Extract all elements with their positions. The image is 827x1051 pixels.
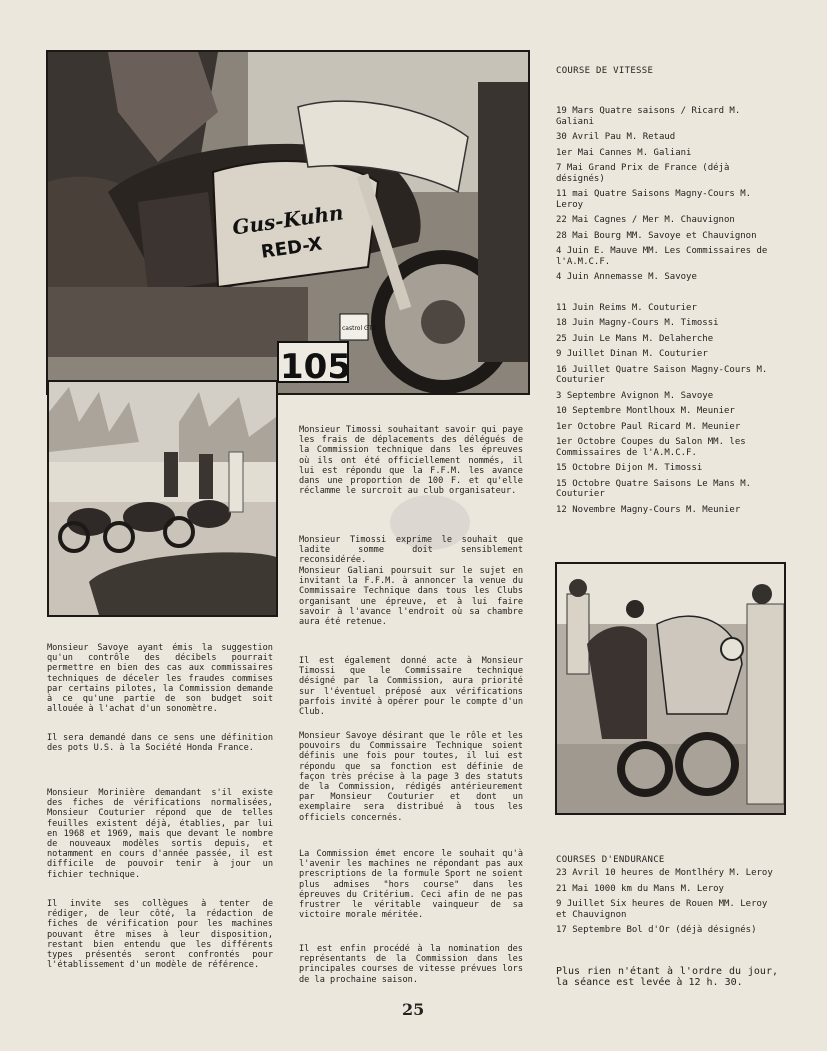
schedule-row bbox=[556, 189, 776, 210]
schedule-event: Reims M. Couturier bbox=[599, 302, 697, 313]
col2-paragraph-4: Il est également donné acte à Monsieur Timossi que le Commissaire technique désigné par la Commission, aura priorité sur l'éventuel préposé aux vérifications parfois invité à opérer pour le compte d'un Club. bbox=[299, 656, 523, 718]
schedule-row bbox=[556, 422, 776, 433]
schedule-row bbox=[556, 246, 776, 267]
schedule-date: 11 Juin bbox=[556, 302, 594, 313]
race-number: 105 bbox=[280, 347, 351, 387]
schedule-date: 10 Septembre bbox=[556, 406, 622, 416]
schedule-event: Le Mans M. Delaherche bbox=[599, 333, 714, 344]
photo-paddock-bikes bbox=[47, 380, 278, 617]
col2-paragraph-6: La Commission émet encore le souhait qu'à l'avenir les machines ne répondant pas aux prescriptions de la formule Sport ne soient plus admises "hors course" dans les épreuves du Critérium. Ceci afin de ne pas frustrer le véritable vainqueur de sa victoire morale méritée. bbox=[299, 849, 523, 921]
schedule-date: 18 Juin bbox=[556, 318, 594, 328]
photo-mechanics-bmw bbox=[555, 562, 786, 815]
schedule-event: Coupes du Salon MM. les Commissaires de l'A.M.C.F. bbox=[556, 437, 746, 458]
col1-paragraph-2: Il sera demandé dans ce sens une définition des pots U.S. à la Société Honda France. bbox=[47, 733, 273, 754]
schedule-date: 3 Septembre bbox=[556, 390, 616, 401]
schedule-date: 11 mai bbox=[556, 189, 589, 199]
schedule-event: Cannes M. Galiani bbox=[599, 147, 692, 158]
schedule-row bbox=[556, 106, 776, 127]
decal-brand: Gus-Kuhn bbox=[230, 200, 345, 240]
schedule-date: 17 Septembre bbox=[556, 925, 622, 935]
schedule-event: Paul Ricard M. Meunier bbox=[621, 421, 741, 432]
schedule-date: 21 Mai bbox=[556, 883, 589, 894]
schedule-row bbox=[556, 272, 776, 283]
schedule-date: 23 Avril bbox=[556, 868, 600, 878]
col2-paragraph-3: Monsieur Galiani poursuit sur le sujet en invitant la F.F.M. à annoncer la venue du Commissaire Technique dans tous les Clubs organisant une épreuve, et à lui faire savoir à l'avance l'endroit où sa chambre aura été retenue. bbox=[299, 566, 523, 628]
schedule-row bbox=[556, 437, 776, 458]
schedule-date: 25 Juin bbox=[556, 333, 594, 344]
schedule-event: Bourg MM. Savoye et Chauvignon bbox=[593, 230, 757, 241]
schedule-date: 15 Octobre bbox=[556, 463, 611, 473]
col2-paragraph-1: Monsieur Timossi souhaitant savoir qui paye les frais de déplacements des délégués de la Commission technique dans les épreuves où ils ont été officiellement nommés, il lui est répondu que la F.F.M. les avance dans une proportion de 100 F. et qu'elle réclamme le surcroit au club organisateur. bbox=[299, 425, 523, 497]
endurance-schedule bbox=[556, 868, 778, 936]
schedule-row bbox=[556, 899, 778, 920]
schedule-event: Grand Prix de France (déjà désignés) bbox=[556, 163, 730, 184]
schedule-event: Magny-Cours M. Meunier bbox=[621, 504, 741, 515]
schedule-date: 1er Octobre bbox=[556, 437, 616, 447]
schedule-date: 7 Mai bbox=[556, 163, 584, 173]
schedule-row bbox=[556, 303, 776, 314]
col1-paragraph-3: Monsieur Morinière demandant s'il existe des fiches de vérifications normalisées, Monsieur Couturier répond que de telles feuilles existent déjà, établies, par lui en 1968 et 1969, mais que devant le nombre de nouveaux modèles sortis depuis, et notamment en cours d'année passée, il est difficile de pouvoir tenir à jour un fichier technique. bbox=[47, 788, 273, 880]
schedule-row bbox=[556, 884, 778, 895]
schedule-row bbox=[556, 318, 776, 329]
closing-statement: Plus rien n'étant à l'ordre du jour, la séance est levée à 12 h. 30. bbox=[556, 966, 778, 988]
schedule-event: Pau M. Retaud bbox=[604, 132, 676, 142]
schedule-event: 1000 km du Mans M. Leroy bbox=[593, 883, 724, 894]
schedule-event: Quatre Saisons Le Mans M. Couturier bbox=[556, 478, 752, 499]
schedule-row bbox=[556, 349, 776, 360]
schedule-event: Magny-Cours M. Timossi bbox=[599, 318, 719, 328]
col2-paragraph-5: Monsieur Savoye désirant que le rôle et les pouvoirs du Commissaire Technique soient définis une fois pour toutes, il lui est répondu que sa fonction est définie de façon très précise à la page 3 des statuts de la Commission, rédigés antérieurement par Monsieur Couturier et dont un exemplaire sera distribué à tous les officiels concernés. bbox=[299, 731, 523, 823]
vitesse-schedule bbox=[556, 106, 776, 515]
col1-paragraph-1: Monsieur Savoye ayant émis la suggestion qu'un contrôle des décibels pourrait permettre en bien des cas aux commissaires techniques de déceler les fraudes commises par certains pilotes, la Commission demande à ce qu'une partie de son budget soit allouée à l'achat d'un sonomètre. bbox=[47, 643, 273, 715]
schedule-event: Dijon M. Timossi bbox=[615, 463, 703, 473]
schedule-date: 16 Juillet bbox=[556, 364, 611, 375]
decal-model: RED-X bbox=[259, 233, 324, 263]
schedule-row bbox=[556, 505, 776, 516]
schedule-row bbox=[556, 231, 776, 242]
schedule-event: Annemasse M. Savoye bbox=[593, 272, 697, 282]
schedule-event: Six heures de Rouen MM. Leroy et Chauvignon bbox=[556, 899, 768, 920]
schedule-date: 1er Mai bbox=[556, 147, 594, 158]
schedule-row bbox=[556, 868, 778, 879]
schedule-event: 10 heures de Montlhéry M. Leroy bbox=[604, 868, 773, 878]
schedule-date: 9 Juillet bbox=[556, 349, 605, 359]
schedule-row bbox=[556, 334, 776, 345]
decal-fuel: castrol GTX bbox=[342, 325, 377, 332]
schedule-date: 19 Mars bbox=[556, 106, 594, 116]
schedule-row bbox=[556, 365, 776, 386]
schedule-row bbox=[556, 406, 776, 417]
schedule-row bbox=[556, 391, 776, 402]
schedule-event: Montlhoux M. Meunier bbox=[626, 406, 735, 416]
schedule-row bbox=[556, 132, 776, 143]
page-number: 25 bbox=[402, 1000, 425, 1019]
schedule-row bbox=[556, 148, 776, 159]
schedule-date: 22 Mai bbox=[556, 215, 589, 225]
photo-motorcycle-tank bbox=[46, 50, 530, 395]
col2-paragraph-2: Monsieur Timossi exprime le souhait que ladite somme doit sensiblement reconsidérée. bbox=[299, 535, 523, 566]
col2-paragraph-7: Il est enfin procédé à la nomination des représentants de la Commission dans les principales courses de vitesse prévues lors de la prochaine saison. bbox=[299, 944, 523, 985]
schedule-event: Avignon M. Savoye bbox=[621, 390, 714, 401]
schedule-event: Dinan M. Couturier bbox=[610, 349, 708, 359]
vitesse-title: COURSE DE VITESSE bbox=[556, 66, 654, 76]
schedule-event: E. Mauve MM. Les Commissaires de l'A.M.C.F. bbox=[556, 246, 768, 267]
schedule-event: Quatre Saison Magny-Cours M. Couturier bbox=[556, 364, 768, 385]
col1-paragraph-4: Il invite ses collègues à tenter de rédiger, de leur côté, la rédaction de fiches de vérification pour les machines pouvant être mises à leur disposition, restant bien entendu que les différents types présentés seront confrontés pour l'établissement d'un modèle de référence. bbox=[47, 899, 273, 971]
schedule-event: Quatre saisons / Ricard M. Galiani bbox=[556, 106, 741, 127]
schedule-date: 28 Mai bbox=[556, 230, 589, 241]
schedule-row bbox=[556, 163, 776, 184]
schedule-date: 9 Juillet bbox=[556, 899, 605, 909]
schedule-event: Cagnes / Mer M. Chauvignon bbox=[593, 215, 735, 225]
schedule-date: 12 Novembre bbox=[556, 504, 616, 515]
schedule-row bbox=[556, 479, 776, 500]
schedule-event: Bol d'Or (déjà désignés) bbox=[626, 925, 757, 935]
schedule-date: 1er Octobre bbox=[556, 421, 616, 432]
endurance-title: COURSES D'ENDURANCE bbox=[556, 855, 665, 865]
schedule-date: 4 Juin bbox=[556, 272, 589, 282]
schedule-event: Quatre Saisons Magny-Cours M. Leroy bbox=[556, 189, 752, 210]
schedule-row bbox=[556, 215, 776, 226]
schedule-row bbox=[556, 463, 776, 474]
schedule-date: 4 Juin bbox=[556, 246, 589, 256]
schedule-date: 15 Octobre bbox=[556, 478, 611, 489]
schedule-row bbox=[556, 925, 778, 936]
schedule-date: 30 Avril bbox=[556, 132, 600, 142]
